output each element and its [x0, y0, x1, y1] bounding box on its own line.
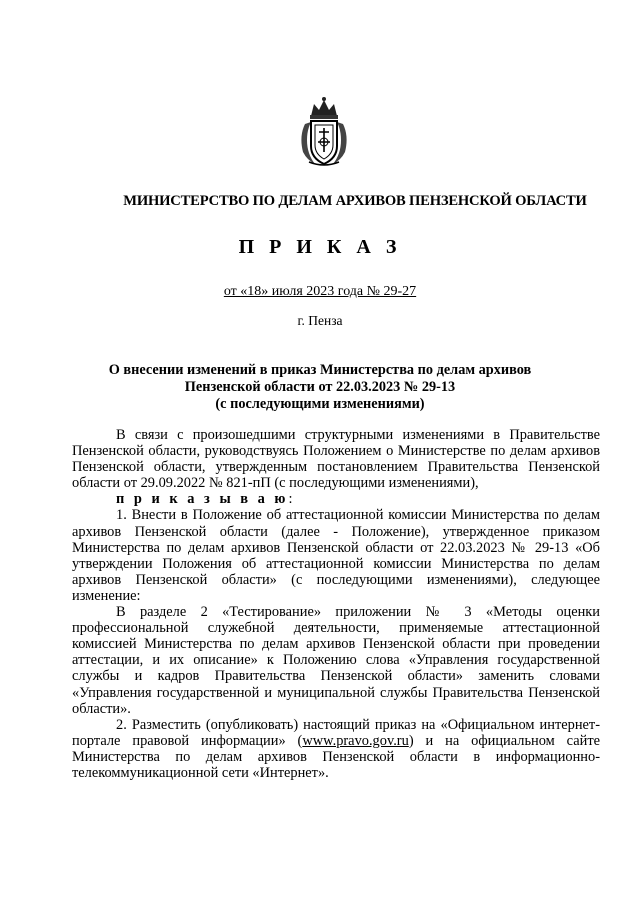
- order-body: [72, 427, 600, 781]
- document-type-heading: П Р И К А З: [238, 236, 402, 258]
- clause-2-paragraph: [72, 717, 600, 781]
- city-name: г. Пенза: [297, 313, 343, 328]
- clause-1-change-paragraph: В разделе 2 «Тестирование» приложении № 3 «Методы оценки профессиональной служебной деятельности, применяемые аттестационной комиссией Министерства по делам архивов Пензенской области при проведении аттестации, и их описание» к Положению слова «Управления государственной службы и кадров Правительства Пензенской области» заменить словами «Управления государственной и муниципальной службы Правительства Пензенской области».: [72, 604, 600, 717]
- clause-2-text-end: ) и на официальном сайте Министерства по делам архивов Пензенской области в информационно-телекоммуникационной сети «Интернет».: [72, 732, 600, 781]
- preamble-paragraph: В связи с произошедшими структурными изменениями в Правительстве Пензенской области, руководствуясь Положением о Министерстве по делам архивов Пензенской области, утвержденным постановлением Правительства Пензенской области от 29.09.2022 № 821-пП (с последующими изменениями),: [72, 427, 600, 492]
- clause-2-text-start: 2. Разместить (опубликовать) настоящий приказ на «Официальном интернет-портале правовой информации» (: [72, 716, 600, 749]
- order-title-line: О внесении изменений в приказ Министерства по делам архивов: [108, 362, 532, 378]
- order-title-line: Пензенской области от 22.03.2023 № 29-13: [184, 379, 456, 395]
- ministry-name: МИНИСТЕРСТВО ПО ДЕЛАМ АРХИВОВ ПЕНЗЕНСКОЙ ОБЛАСТИ: [123, 193, 587, 209]
- orders-line: [72, 491, 600, 507]
- order-title: [80, 362, 560, 413]
- order-date-number: [0, 284, 640, 300]
- orders-colon: :: [288, 491, 293, 508]
- order-title-line: (с последующими изменениями): [215, 396, 425, 412]
- coat-of-arms-icon: [297, 96, 351, 168]
- orders-word: п р и к а з ы в а ю: [116, 491, 289, 508]
- pravo-link[interactable]: www.pravo.gov.ru: [302, 732, 409, 749]
- clause-1-paragraph: 1. Внести в Положение об аттестационной комиссии Министерства по делам архивов Пензенской области (далее - Положение), утвержденное приказом Министерства по делам архивов Пензенской области от 22.03.2023 № 29-13 «Об утверждении Положения об аттестационной комиссии Министерства по делам архивов Пензенской области» (с последующими изменениями), следующее изменение:: [72, 507, 600, 604]
- order-date-text: от «18» июля 2023 года № 29-27: [223, 284, 417, 299]
